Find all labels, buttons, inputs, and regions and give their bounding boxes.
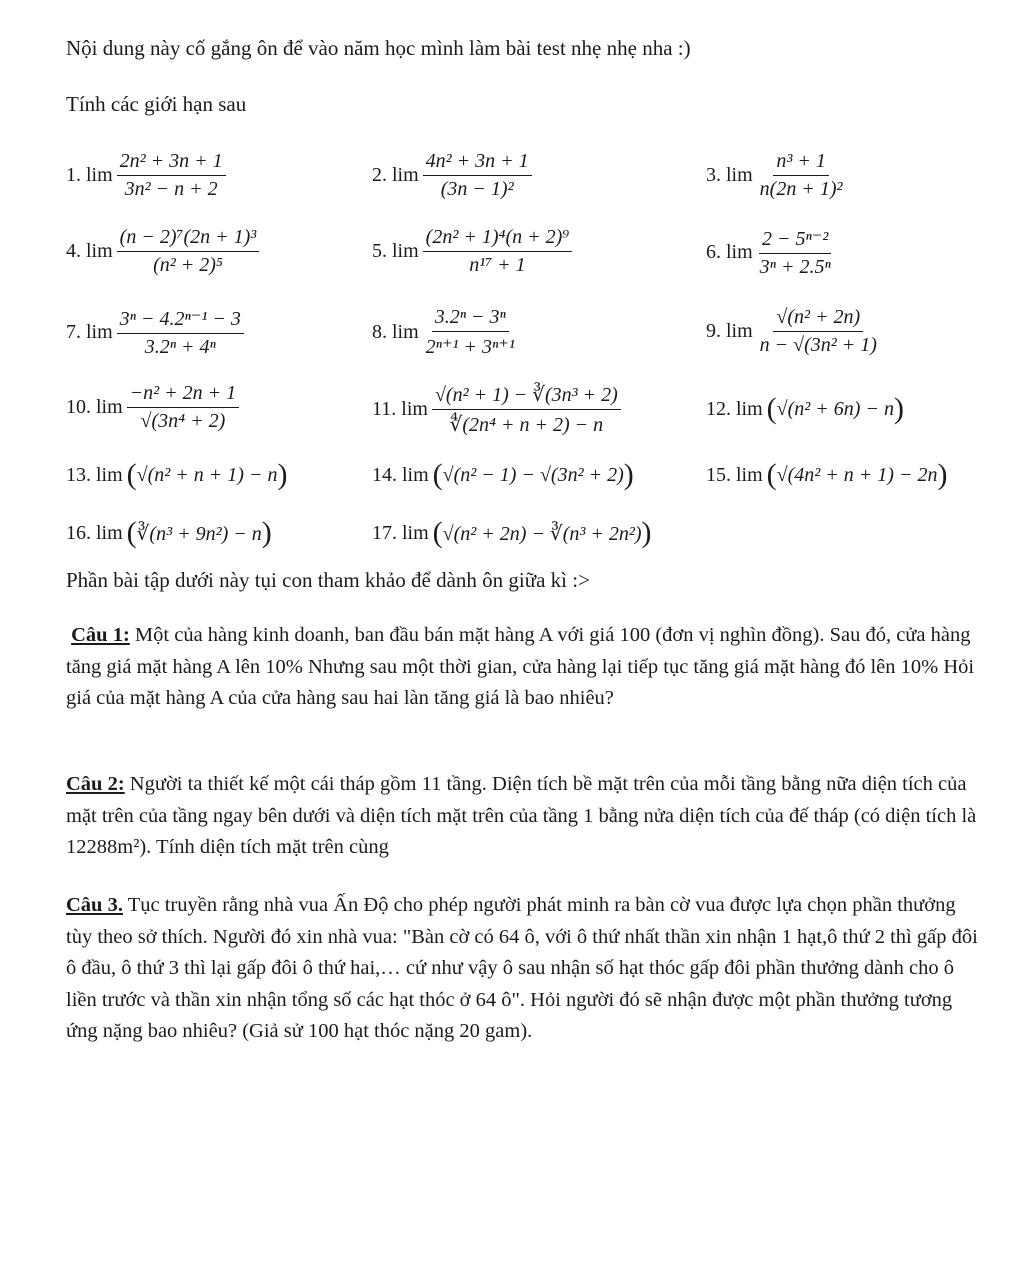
limits-row-5 <box>0 460 1024 512</box>
lim-keyword: lim <box>96 396 123 418</box>
limit-expression: √(4n² + n + 1) − 2n <box>776 463 938 486</box>
limit-number: 17. <box>372 521 397 544</box>
limit-2 <box>372 150 532 201</box>
limit-5 <box>372 226 572 277</box>
numerator: 4n² + 3n + 1 <box>423 150 532 176</box>
numerator: n³ + 1 <box>773 150 829 176</box>
limit-expression: √(n² − 1) − √(3n² + 2) <box>442 463 624 486</box>
limit-1 <box>66 150 226 201</box>
fraction <box>432 382 621 437</box>
lim-keyword: lim <box>96 463 123 486</box>
lim-keyword: lim <box>86 321 113 343</box>
numerator: 3ⁿ − 4.2ⁿ⁻¹ − 3 <box>117 306 244 334</box>
limits-row-3 <box>0 306 1024 358</box>
task-heading: Tính các giới hạn sau <box>66 92 247 116</box>
question-label: Câu 3. <box>66 894 123 916</box>
lim-keyword: lim <box>86 164 113 186</box>
fraction <box>127 382 239 433</box>
fraction <box>423 306 518 359</box>
question-label: Câu 1: <box>71 624 130 646</box>
fraction <box>117 226 260 277</box>
denominator: √(3n⁴ + 2) <box>140 410 226 432</box>
limit-number: 4. <box>66 240 81 262</box>
close-paren: ) <box>937 458 948 491</box>
limit-15 <box>706 460 947 490</box>
lim-keyword: lim <box>392 164 419 186</box>
question-text: Tục truyền rằng nhà vua Ấn Độ cho phép người phát minh ra bàn cờ vua được lựa chọn phần thưởng tùy theo sở thích. Người đó xin nhà vua: "Bàn cờ có 64 ô, với ô thứ nhất thần xin nhận 1 hạt,ô thứ 2 thì gấp đôi ô đầu, ô thứ 3 thì lại gấp đôi ô thứ hai,… cứ như vậy ô sau nhận số hạt thóc gấp đôi phần thưởng dành cho ô liền trước và thần xin nhận tổng số các hạt thóc ở 64 ô". Hỏi người đó sẽ nhận được một phần thưởng tương ứng nặng bao nhiêu? (Giả sử 100 hạt thóc nặng 20 gam). <box>66 894 978 1042</box>
limit-6 <box>706 226 834 279</box>
lim-keyword: lim <box>392 321 419 343</box>
denominator: 2ⁿ⁺¹ + 3ⁿ⁺¹ <box>425 336 515 358</box>
denominator: ∜(2n⁴ + n + 2) − n <box>449 414 604 436</box>
denominator: 3ⁿ + 2.5ⁿ <box>759 256 831 278</box>
fraction <box>117 306 244 359</box>
limit-11 <box>372 382 621 437</box>
question-2 <box>66 769 986 864</box>
lim-keyword: lim <box>726 241 753 263</box>
numerator: (n − 2)⁷(2n + 1)³ <box>117 226 260 252</box>
limit-number: 16. <box>66 521 91 544</box>
question-text: Một của hàng kinh doanh, ban đầu bán mặt hàng A với giá 100 (đơn vị nghìn đồng). Sau đó, cửa hàng tăng giá mặt hàng A lên 10% Nhưng sau một thời gian, cửa hàng lại tiếp tục tăng giá mặt hàng đó lên 10% Hỏi giá của mặt hàng A của cửa hàng sau hai làn tăng giá là bao nhiêu? <box>66 624 975 709</box>
lim-keyword: lim <box>736 463 763 486</box>
lim-keyword: lim <box>402 463 429 486</box>
limit-number: 1. <box>66 164 81 186</box>
fraction <box>757 226 834 279</box>
limit-17 <box>372 518 652 548</box>
question-1 <box>66 620 986 715</box>
limits-row-1 <box>0 150 1024 202</box>
limits-row-6 <box>0 518 1024 570</box>
intro-text: Nội dung này cố gắng ôn để vào năm học mình làm bài test nhẹ nhẹ nha :) <box>66 36 691 60</box>
limit-4 <box>66 226 259 277</box>
limit-number: 12. <box>706 397 731 420</box>
fraction <box>757 306 880 357</box>
limit-number: 10. <box>66 396 91 418</box>
numerator: √(n² + 1) − ∛(3n³ + 2) <box>432 382 621 410</box>
denominator: n(2n + 1)² <box>759 178 843 200</box>
fraction <box>117 150 226 201</box>
limit-number: 8. <box>372 321 387 343</box>
close-paren: ) <box>261 516 272 549</box>
open-paren: ( <box>766 392 777 425</box>
open-paren: ( <box>126 458 137 491</box>
limit-number: 3. <box>706 164 721 186</box>
denominator: n¹⁷ + 1 <box>469 254 526 276</box>
question-label: Câu 2: <box>66 773 125 795</box>
close-paren: ) <box>277 458 288 491</box>
limit-number: 11. <box>372 398 397 420</box>
limit-number: 13. <box>66 463 91 486</box>
fraction <box>423 150 532 201</box>
fraction <box>423 226 573 277</box>
limit-number: 14. <box>372 463 397 486</box>
close-paren: ) <box>893 392 904 425</box>
numerator: 2 − 5ⁿ⁻² <box>759 226 831 254</box>
lim-keyword: lim <box>402 521 429 544</box>
limit-number: 5. <box>372 240 387 262</box>
limit-12 <box>706 394 904 424</box>
denominator: (3n − 1)² <box>440 178 514 200</box>
limit-10 <box>66 382 239 433</box>
denominator: 3n² − n + 2 <box>124 178 218 200</box>
limit-16 <box>66 518 272 548</box>
numerator: −n² + 2n + 1 <box>127 382 239 408</box>
numerator: (2n² + 1)⁴(n + 2)⁹ <box>423 226 573 252</box>
denominator: 3.2ⁿ + 4ⁿ <box>144 336 216 358</box>
limit-expression: √(n² + 6n) − n <box>776 397 894 420</box>
section-heading: Phần bài tập dưới này tụi con tham khảo để dành ôn giữa kì :> <box>66 568 590 592</box>
limit-3 <box>706 150 845 201</box>
limit-7 <box>66 306 244 359</box>
fraction <box>757 150 846 201</box>
lim-keyword: lim <box>96 521 123 544</box>
open-paren: ( <box>766 458 777 491</box>
question-text: Người ta thiết kế một cái tháp gồm 11 tầng. Diện tích bề mặt trên của mỗi tầng bằng nữa diện tích của mặt trên của tầng ngay bên dưới và diện tích mặt trên của tầng 1 bằng nửa diện tích của đế tháp (có diện tích là 12288m²). Tính diện tích mặt trên cùng <box>66 773 977 858</box>
numerator: 3.2ⁿ − 3ⁿ <box>432 306 509 332</box>
numerator: √(n² + 2n) <box>773 306 863 332</box>
numerator: 2n² + 3n + 1 <box>117 150 226 176</box>
question-3 <box>66 890 986 1048</box>
limit-number: 6. <box>706 241 721 263</box>
limit-13 <box>66 460 287 490</box>
denominator: (n² + 2)⁵ <box>153 254 223 276</box>
close-paren: ) <box>641 516 652 549</box>
limit-expression: √(n² + n + 1) − n <box>136 463 278 486</box>
close-paren: ) <box>623 458 634 491</box>
lim-keyword: lim <box>736 397 763 420</box>
limit-expression: ∛(n³ + 9n²) − n <box>136 522 262 545</box>
lim-keyword: lim <box>726 320 753 342</box>
limit-14 <box>372 460 634 490</box>
lim-keyword: lim <box>726 164 753 186</box>
open-paren: ( <box>126 516 137 549</box>
limit-number: 2. <box>372 164 387 186</box>
limits-row-4 <box>0 382 1024 434</box>
limit-number: 15. <box>706 463 731 486</box>
limit-expression: √(n² + 2n) − ∛(n³ + 2n²) <box>442 522 642 545</box>
open-paren: ( <box>432 458 443 491</box>
open-paren: ( <box>432 516 443 549</box>
limit-9 <box>706 306 880 357</box>
lim-keyword: lim <box>86 240 113 262</box>
lim-keyword: lim <box>401 398 428 420</box>
limit-8 <box>372 306 518 359</box>
limit-number: 7. <box>66 321 81 343</box>
limits-row-2 <box>0 226 1024 278</box>
lim-keyword: lim <box>392 240 419 262</box>
denominator: n − √(3n² + 1) <box>759 334 877 356</box>
limit-number: 9. <box>706 320 721 342</box>
